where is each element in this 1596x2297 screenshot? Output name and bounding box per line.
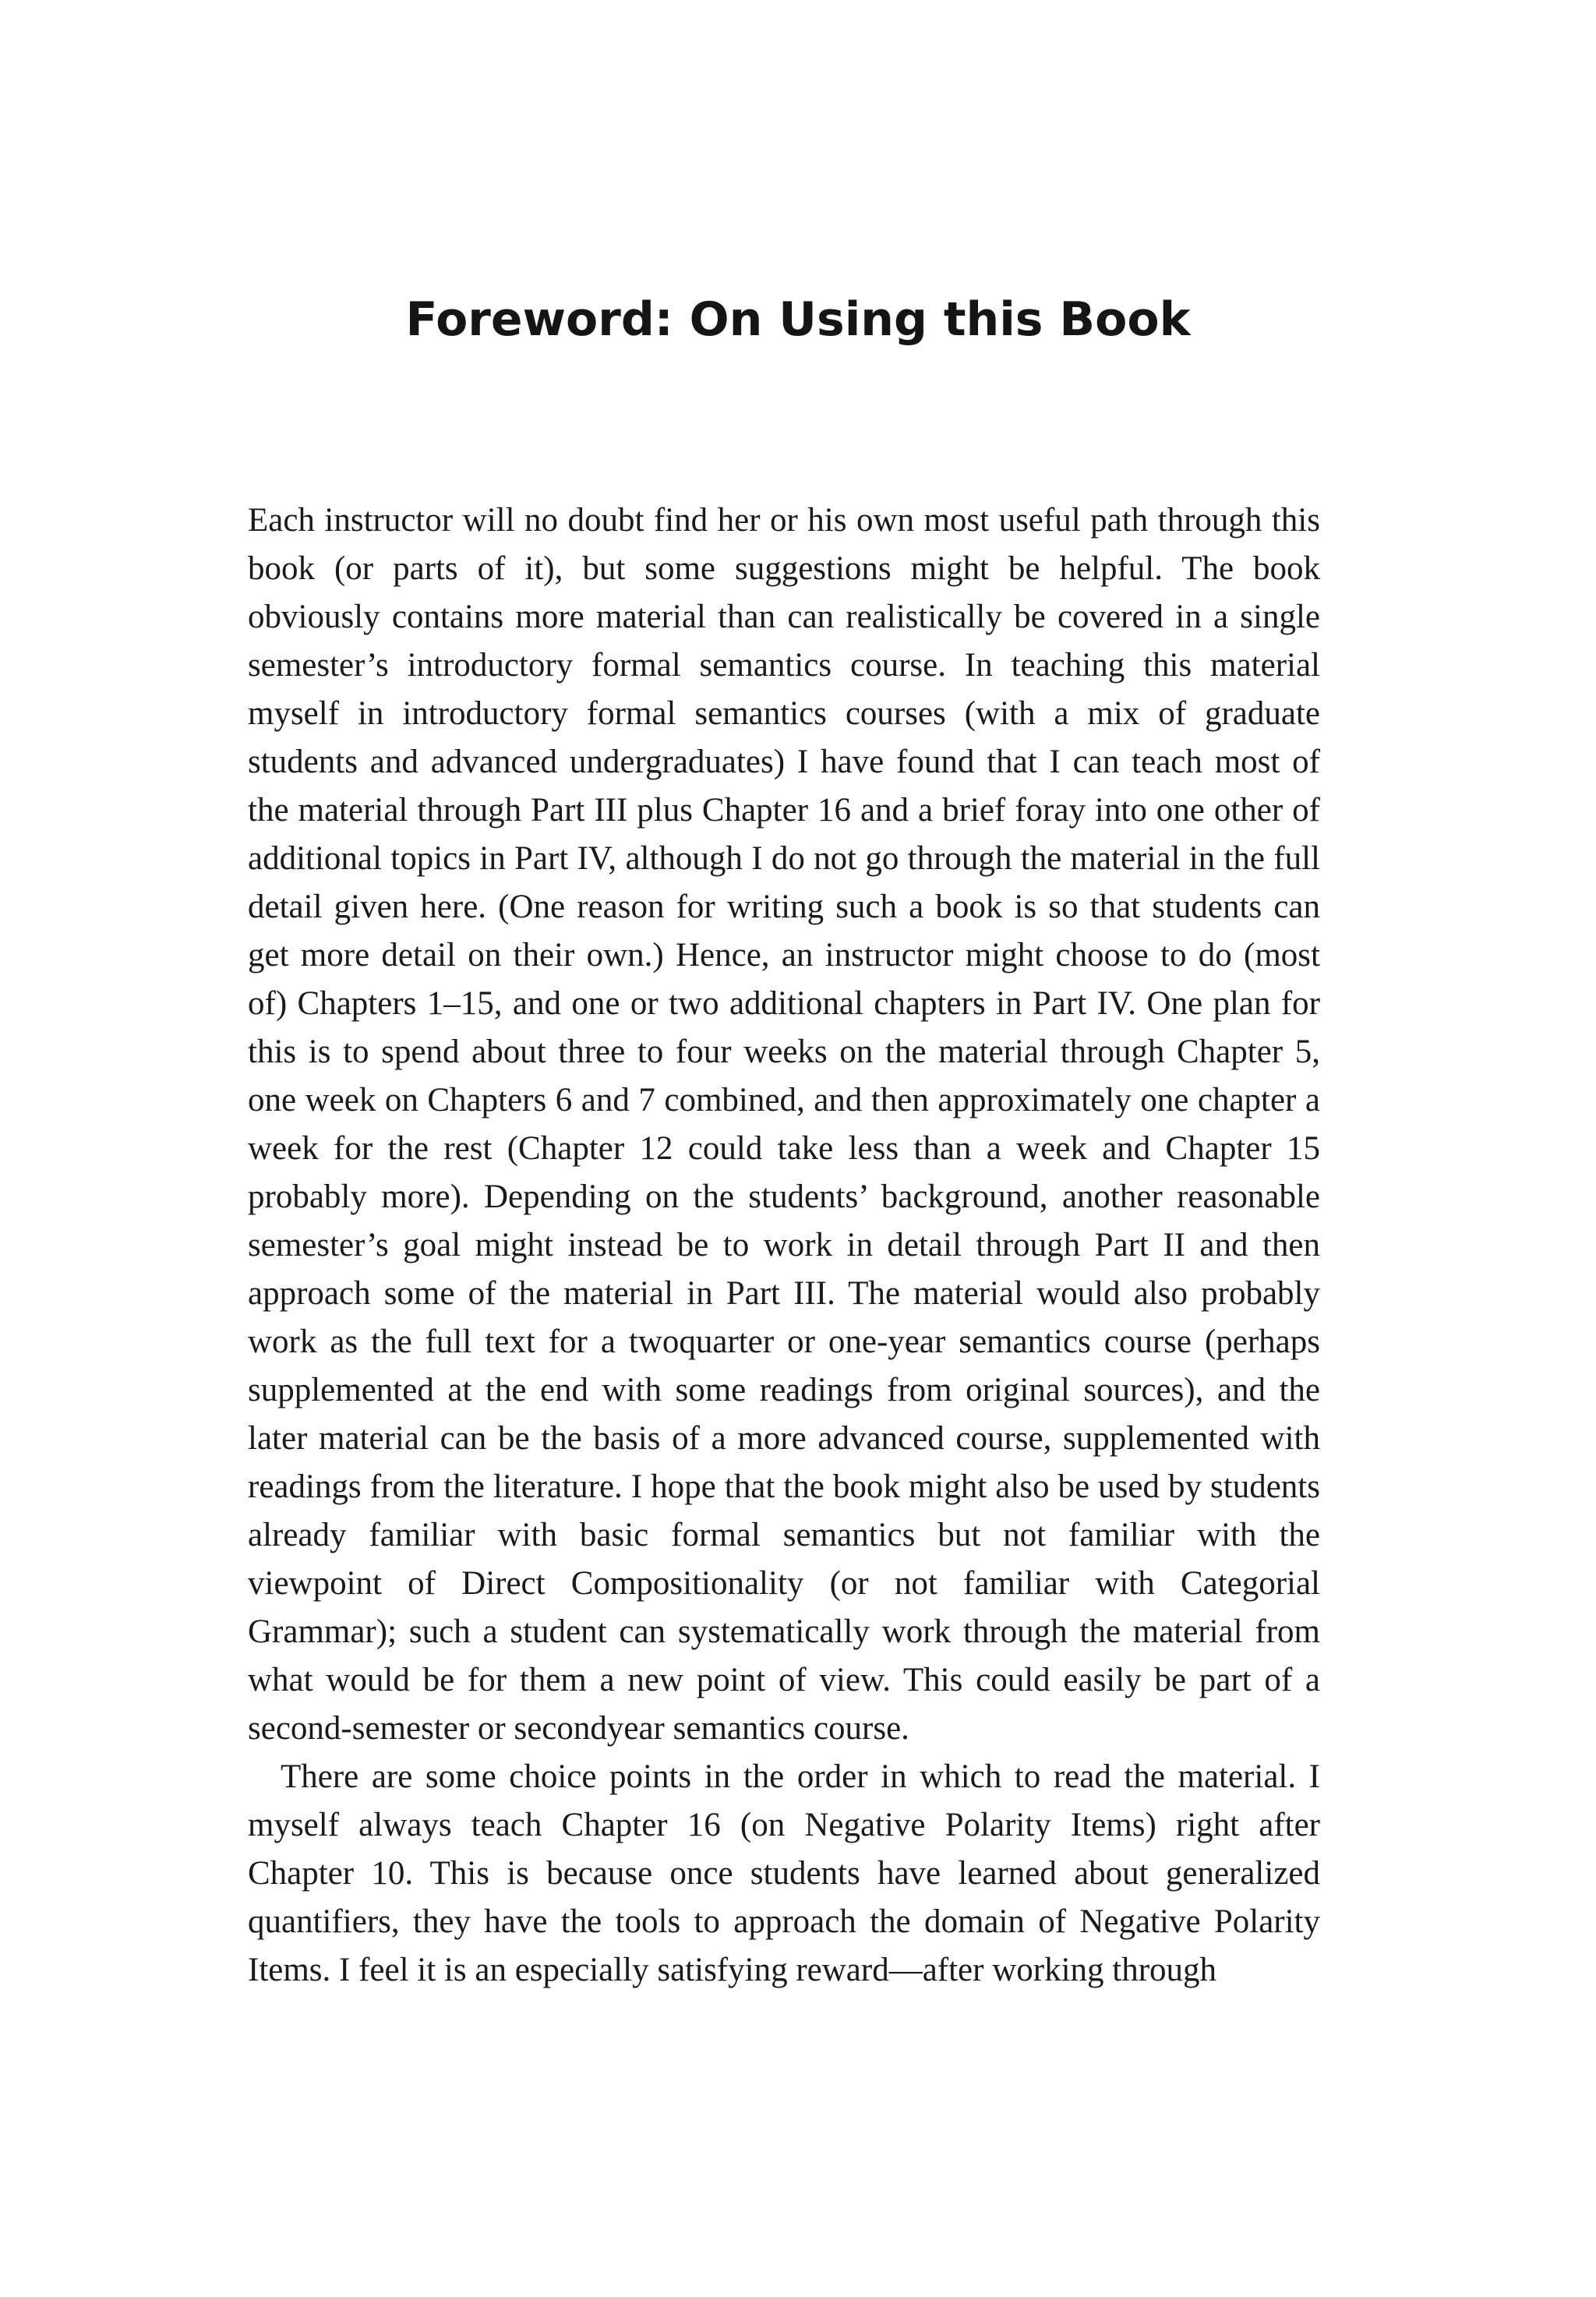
body-text [248, 497, 1320, 1995]
page-title: Foreword: On Using this Book [405, 292, 1191, 347]
paragraph: Each instructor will no doubt find her or his own most useful path through this book (or parts of it), but some suggestions might be helpful. The book obviously contains more material than can realistically be covered in a single semester’s introductory formal semantics course. In teaching this material myself in introductory formal semantics courses (with a mix of graduate students and advanced undergraduates) I have found that I can teach most of the material through Part III plus Chapter 16 and a brief foray into one other of additional topics in Part IV, although I do not go through the material in the full detail given here. (One reason for writing such a book is so that students can get more detail on their own.) Hence, an instructor might choose to do (most of) Chapters 1–15, and one or two additional chapters in Part IV. One plan for this is to spend about three to four weeks on the material through Chapter 5, one week on Chapters 6 and 7 combined, and then approximately one chapter a week for the rest (Chapter 12 could take less than a week and Chapter 15 probably more). Depending on the students’ background, another reasonable semester’s goal might instead be to work in detail through Part II and then approach some of the material in Part III. The material would also probably work as the full text for a twoquarter or one-year semantics course (perhaps supplemented at the end with some readings from original sources), and the later material can be the basis of a more advanced course, supplemented with readings from the literature. I hope that the book might also be used by students already familiar with basic formal semantics but not familiar with the viewpoint of Direct Compositionality (or not familiar with Categorial Grammar); such a student can systematically work through the material from what would be for them a new point of view. This could easily be part of a second-semester or secondyear semantics course. [248, 502, 1320, 1747]
paragraph: There are some choice points in the order in which to read the material. I myself always teach Chapter 16 (on Negative Polarity Items) right after Chapter 10. This is because once students have learned about generalized quantifiers, they have the tools to approach the domain of Negative Polarity Items. I feel it is an especially satisfying reward—after working through [248, 1758, 1320, 1988]
